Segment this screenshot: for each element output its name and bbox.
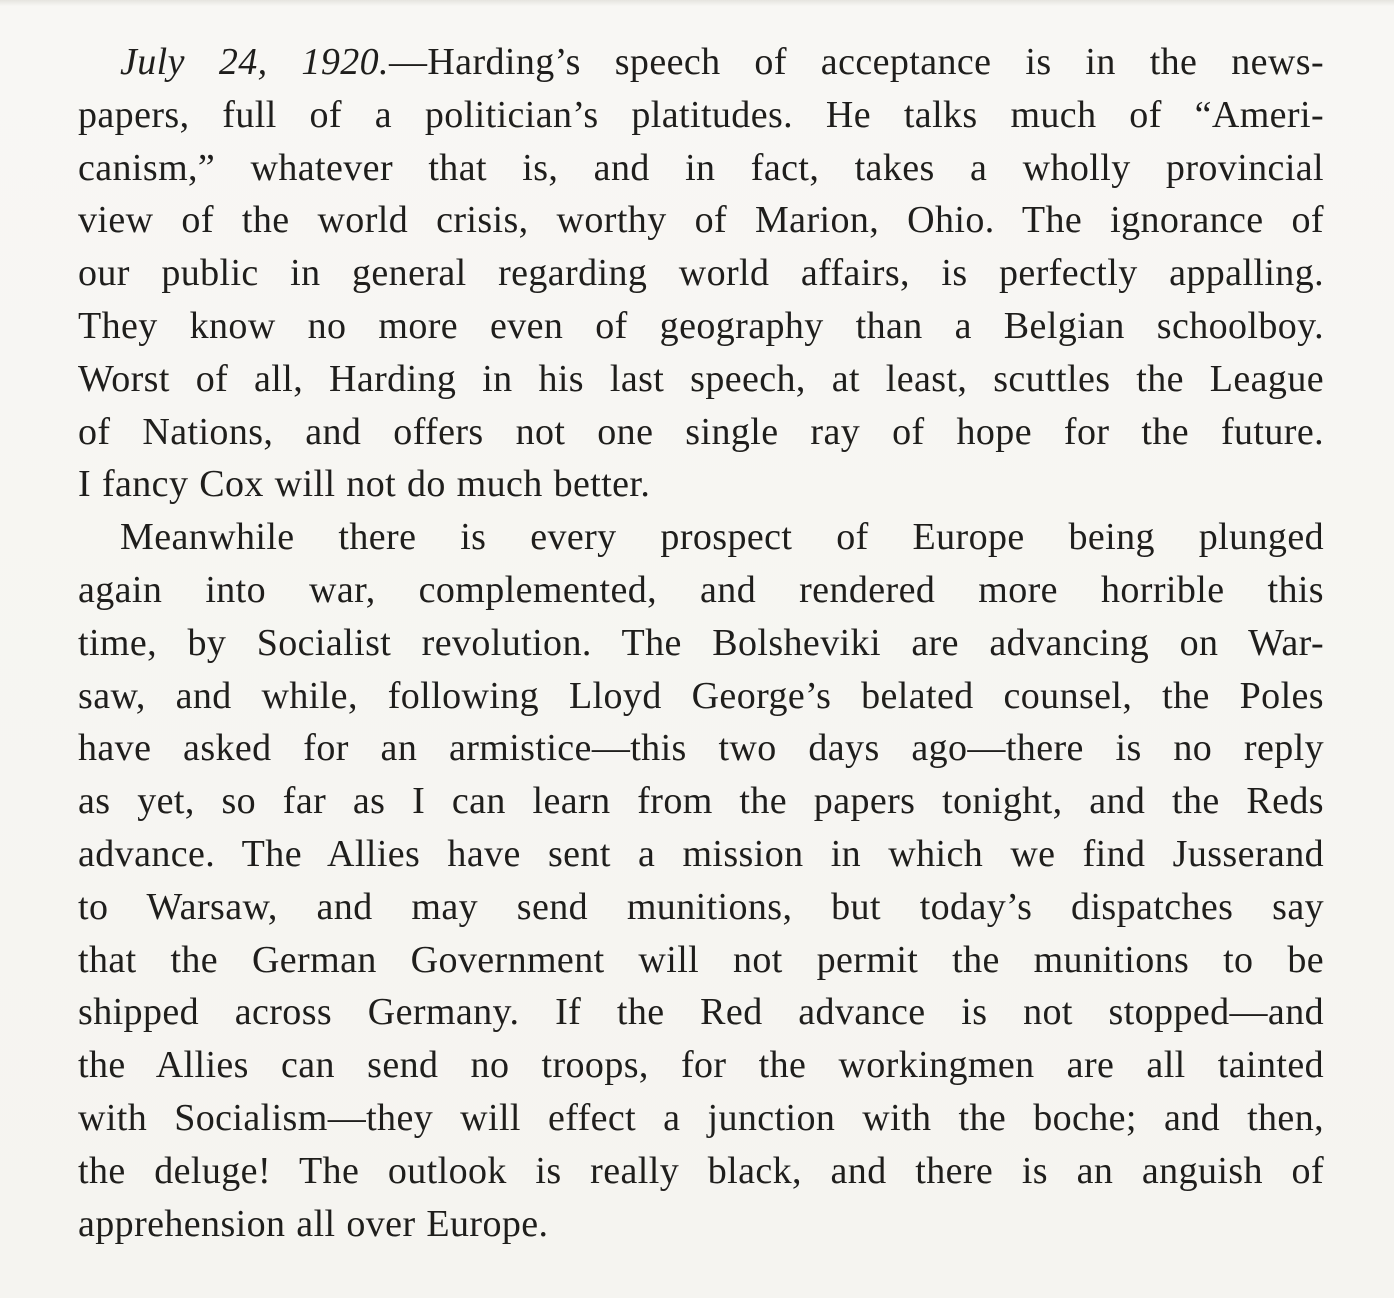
entry-date: July 24, 1920. xyxy=(120,41,389,83)
text-line: advance. The Allies have sent a mission in which we find Jusserand xyxy=(78,832,1324,875)
text-line: have asked for an armistice—this two days ago—there is no reply xyxy=(78,727,1324,770)
paragraph-1 xyxy=(78,36,1324,511)
paragraph-2 xyxy=(78,511,1324,1250)
text-line: apprehension all over Europe. xyxy=(78,1202,549,1245)
text-line: They know no more even of geography than a Belgian schoolboy. xyxy=(78,304,1324,347)
text-line: to Warsaw, and may send munitions, but today’s dispatches say xyxy=(78,885,1324,928)
text-line: with Socialism—they will effect a junction with the boche; and then, xyxy=(78,1096,1324,1139)
text-line: as yet, so far as I can learn from the papers tonight, and the Reds xyxy=(78,780,1324,823)
text-line: shipped across Germany. If the Red advance is not stopped—and xyxy=(78,991,1324,1034)
text-line: saw, and while, following Lloyd George’s belated counsel, the Poles xyxy=(78,674,1324,717)
line-text: —Harding’s speech of acceptance is in the news- xyxy=(388,41,1325,83)
text-line: our public in general regarding world affairs, is perfectly appalling. xyxy=(78,252,1324,295)
scan-top-edge xyxy=(0,0,1394,6)
text-line: papers, full of a politician’s platitudes. He talks much of “Ameri- xyxy=(78,93,1324,136)
text-line xyxy=(78,36,1324,89)
text-line: the Allies can send no troops, for the workingmen are all tainted xyxy=(78,1044,1324,1087)
text-line: again into war, complemented, and rendered more horrible this xyxy=(78,568,1324,611)
text-line: of Nations, and offers not one single ray of hope for the future. xyxy=(78,410,1324,453)
text-line: time, by Socialist revolution. The Bolsheviki are advancing on War- xyxy=(78,621,1324,664)
text-line: Worst of all, Harding in his last speech, at least, scuttles the League xyxy=(78,357,1324,400)
diary-entry xyxy=(78,36,1324,1250)
text-line: canism,” whatever that is, and in fact, takes a wholly provincial xyxy=(78,146,1324,189)
text-line: Meanwhile there is every prospect of Europe being plunged xyxy=(120,516,1324,559)
text-line: that the German Government will not permit the munitions to be xyxy=(78,938,1324,981)
text-line: I fancy Cox will not do much better. xyxy=(78,463,651,506)
text-line: view of the world crisis, worthy of Marion, Ohio. The ignorance of xyxy=(78,199,1324,242)
text-line: the deluge! The outlook is really black, and there is an anguish of xyxy=(78,1149,1324,1192)
